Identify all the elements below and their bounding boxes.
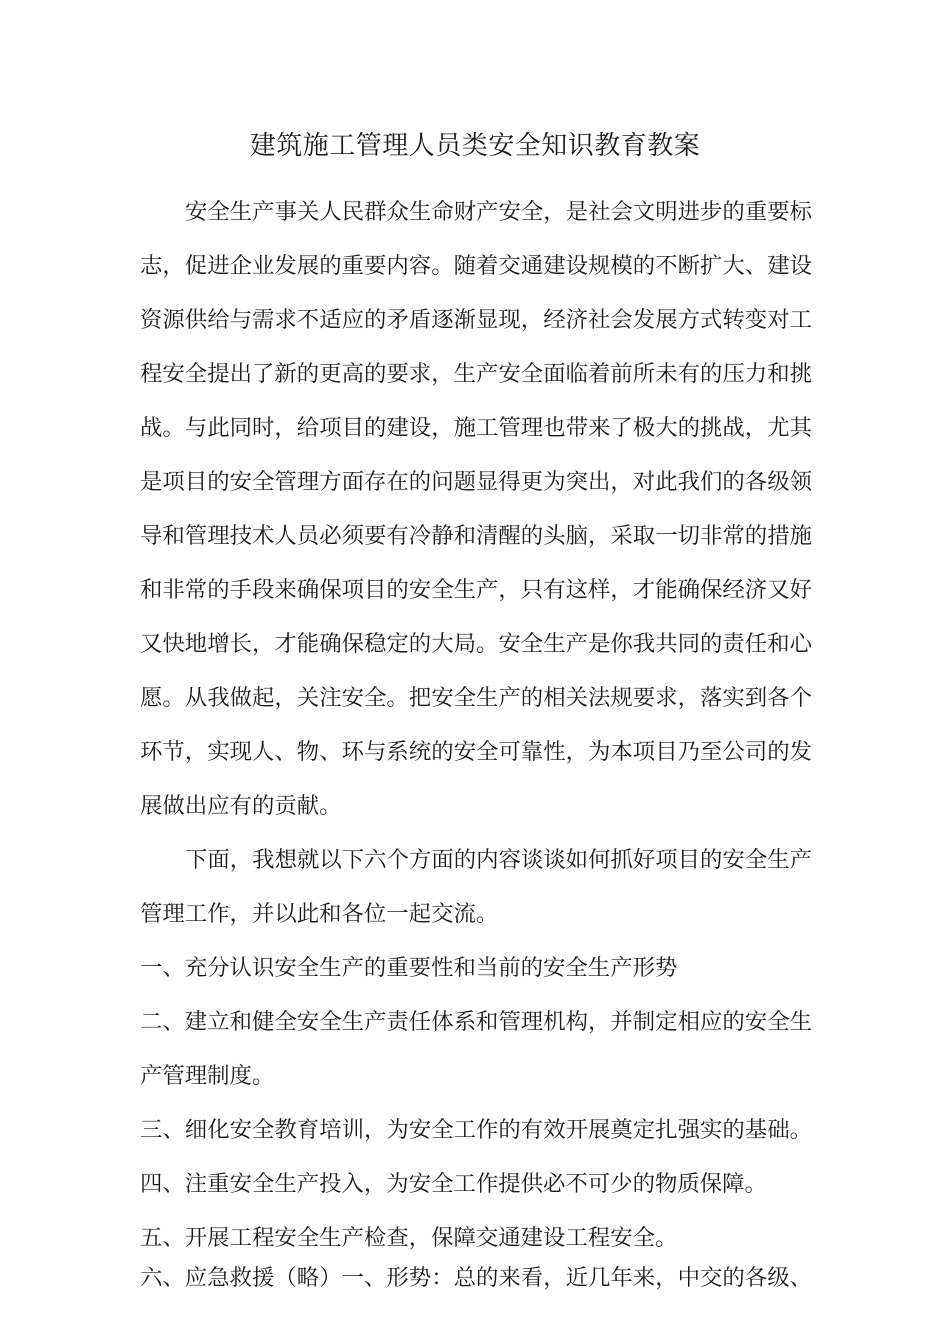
- paragraph-line: 展做出应有的贡献。: [140, 793, 342, 819]
- paragraph-line: 程安全提出了新的更高的要求，生产安全面临着前所未有的压力和挑: [140, 361, 812, 387]
- paragraph-line: 管理工作，并以此和各位一起交流。: [140, 901, 499, 927]
- list-item: 五、开展工程安全生产检查，保障交通建设工程安全。: [140, 1225, 678, 1251]
- paragraph-line: 战。与此同时，给项目的建设，施工管理也带来了极大的挑战，尤其: [140, 415, 812, 441]
- list-item: 三、细化安全教育培训，为安全工作的有效开展奠定扎强实的基础。: [140, 1117, 812, 1143]
- paragraph-line: 和非常的手段来确保项目的安全生产，只有这样，才能确保经济又好: [140, 577, 812, 603]
- list-item: 六、应急救援（略）一、形势：总的来看，近几年来，中交的各级、: [140, 1265, 812, 1291]
- paragraph-line: 资源供给与需求不适应的矛盾逐渐显现，经济社会发展方式转变对工: [140, 307, 812, 333]
- paragraph-line: 下面，我想就以下六个方面的内容谈谈如何抓好项目的安全生产: [185, 847, 812, 873]
- paragraph-line: 环节，实现人、物、环与系统的安全可靠性，为本项目乃至公司的发: [140, 739, 812, 765]
- paragraph-line: 又快地增长，才能确保稳定的大局。安全生产是你我共同的责任和心: [140, 631, 812, 657]
- list-item: 二、建立和健全安全生产责任体系和管理机构，并制定相应的安全生: [140, 1009, 812, 1035]
- list-item: 一、充分认识安全生产的重要性和当前的安全生产形势: [140, 955, 678, 981]
- document-title: 建筑施工管理人员类安全知识教育教案: [249, 131, 701, 161]
- list-item-continuation: 产管理制度。: [140, 1063, 275, 1089]
- paragraph-line: 愿。从我做起，关注安全。把安全生产的相关法规要求，落实到各个: [140, 685, 812, 711]
- paragraph-line: 安全生产事关人民群众生命财产安全，是社会文明进步的重要标: [185, 199, 812, 225]
- paragraph-line: 志，促进企业发展的重要内容。随着交通建设规模的不断扩大、建设: [140, 253, 812, 279]
- paragraph-line: 是项目的安全管理方面存在的问题显得更为突出，对此我们的各级领: [140, 469, 812, 495]
- paragraph-line: 导和管理技术人员必须要有冷静和清醒的头脑，采取一切非常的措施: [140, 523, 812, 549]
- list-item: 四、注重安全生产投入，为安全工作提供必不可少的物质保障。: [140, 1171, 767, 1197]
